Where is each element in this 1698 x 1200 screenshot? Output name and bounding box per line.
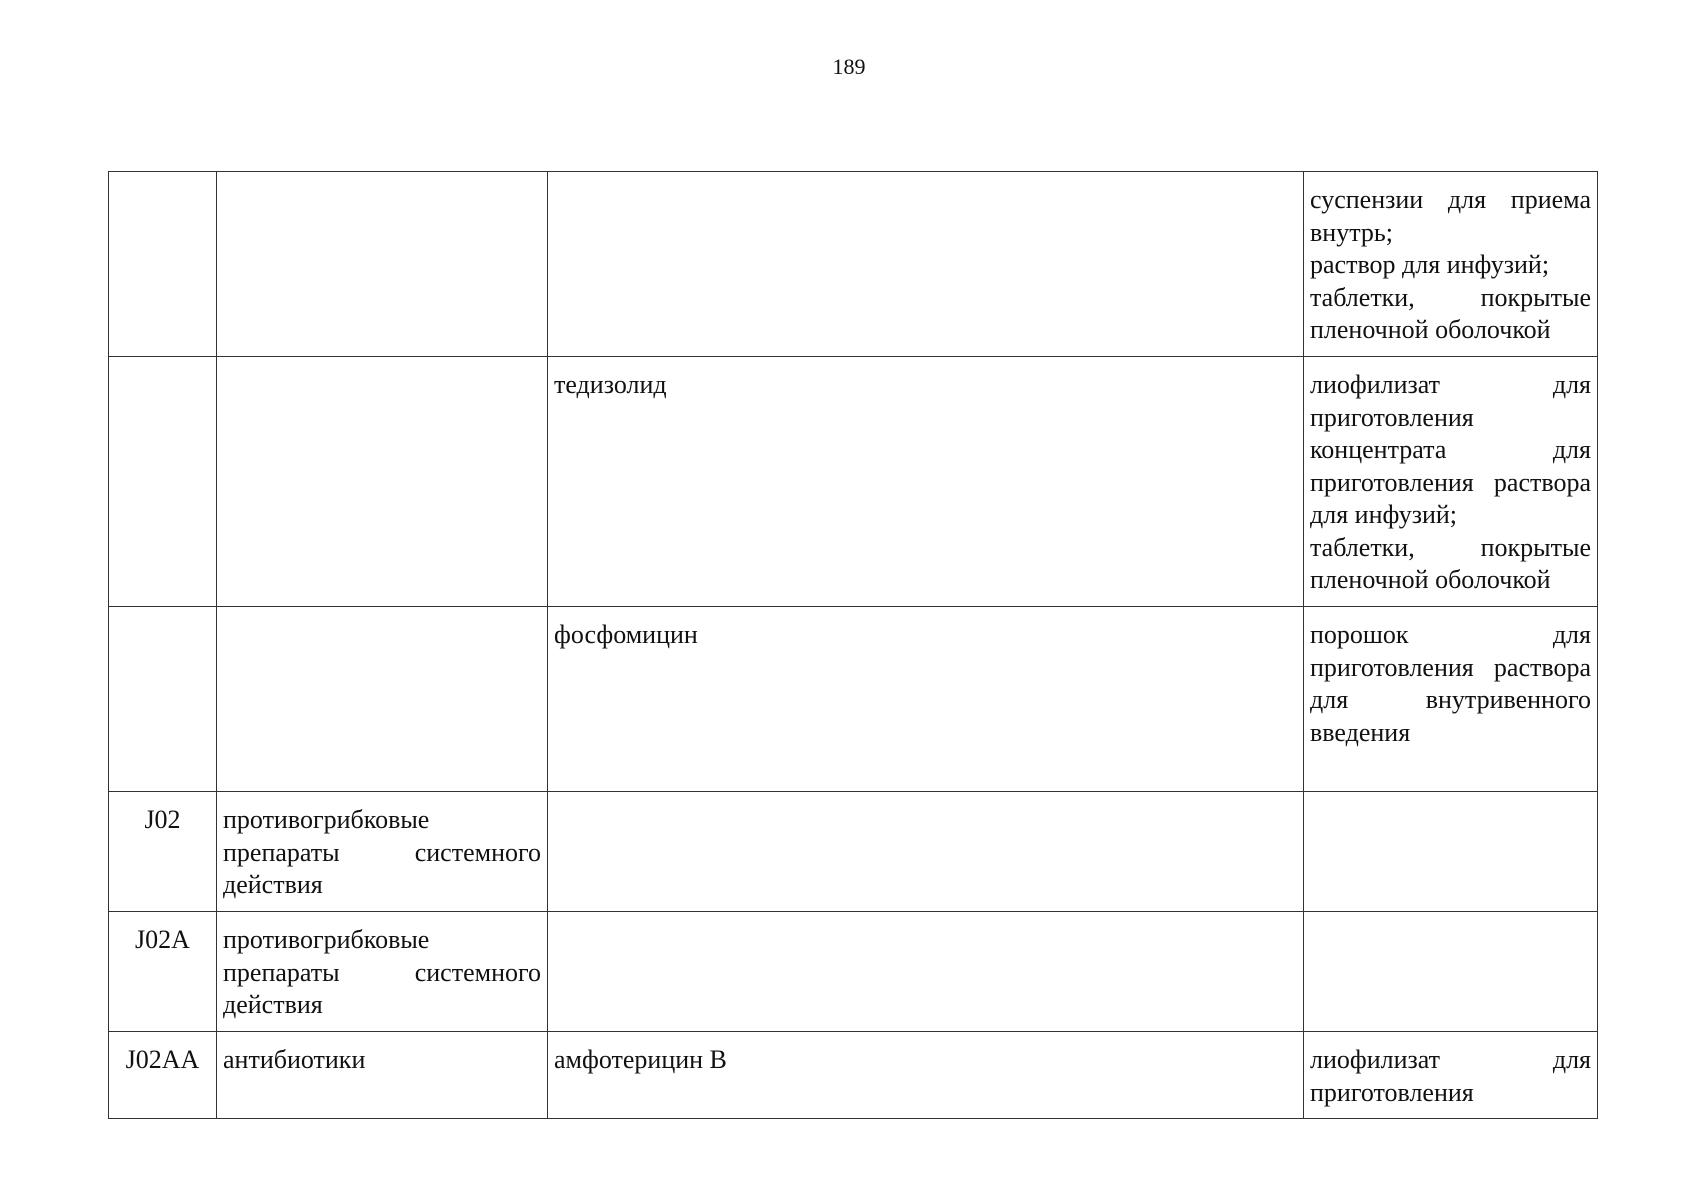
table-row [109,607,1598,792]
dosage-form-cell [1304,607,1598,792]
dosage-form-cell [1304,1032,1598,1119]
drug-name-cell [548,792,1304,912]
drug-name-cell: амфотерицин B [548,1032,1304,1119]
dosage-form-line: порошок для приготовления раствора для внутривенного введения [1310,620,1591,747]
drug-name-cell: тедизолид [548,357,1304,607]
drug-name-cell [548,172,1304,357]
dosage-form-cell [1304,792,1598,912]
dosage-form-cell [1304,912,1598,1032]
drug-name-cell [548,912,1304,1032]
atc-code-cell [109,357,217,607]
group-name-cell: антибиотики [217,1032,548,1119]
group-name-cell [217,357,548,607]
dosage-form-line: лиофилизат для приготовления концентрата для приготовления раствора для инфузий; [1310,370,1591,529]
atc-code-cell: J02A [109,912,217,1032]
table-row [109,357,1598,607]
atc-code-cell: J02AA [109,1032,217,1119]
table-row [109,172,1598,357]
dosage-form-line: раствор для инфузий; [1310,250,1550,279]
atc-code-cell: J02 [109,792,217,912]
dosage-form-line: таблетки, покрытые пленочной оболочкой [1310,282,1591,344]
drug-name-cell: фосфомицин [548,607,1304,792]
group-name-cell [217,172,548,357]
dosage-form-cell [1304,172,1598,357]
dosage-form-line: таблетки, покрытые пленочной оболочкой [1310,532,1591,594]
table-row [109,912,1598,1032]
atc-code-cell [109,172,217,357]
group-name-cell [217,607,548,792]
page-number: 189 [832,54,866,79]
group-name-cell: противогрибковые препараты системного действия [217,792,548,912]
table-row [109,1032,1598,1119]
dosage-form-line: суспензии для приема внутрь; [1310,185,1591,247]
drug-table [108,171,1598,1119]
dosage-form-cell [1304,357,1598,607]
atc-code-cell [109,607,217,792]
table-row [109,792,1598,912]
dosage-form-line: лиофилизат для приготовления [1310,1045,1591,1107]
group-name-cell: противогрибковые препараты системного действия [217,912,548,1032]
